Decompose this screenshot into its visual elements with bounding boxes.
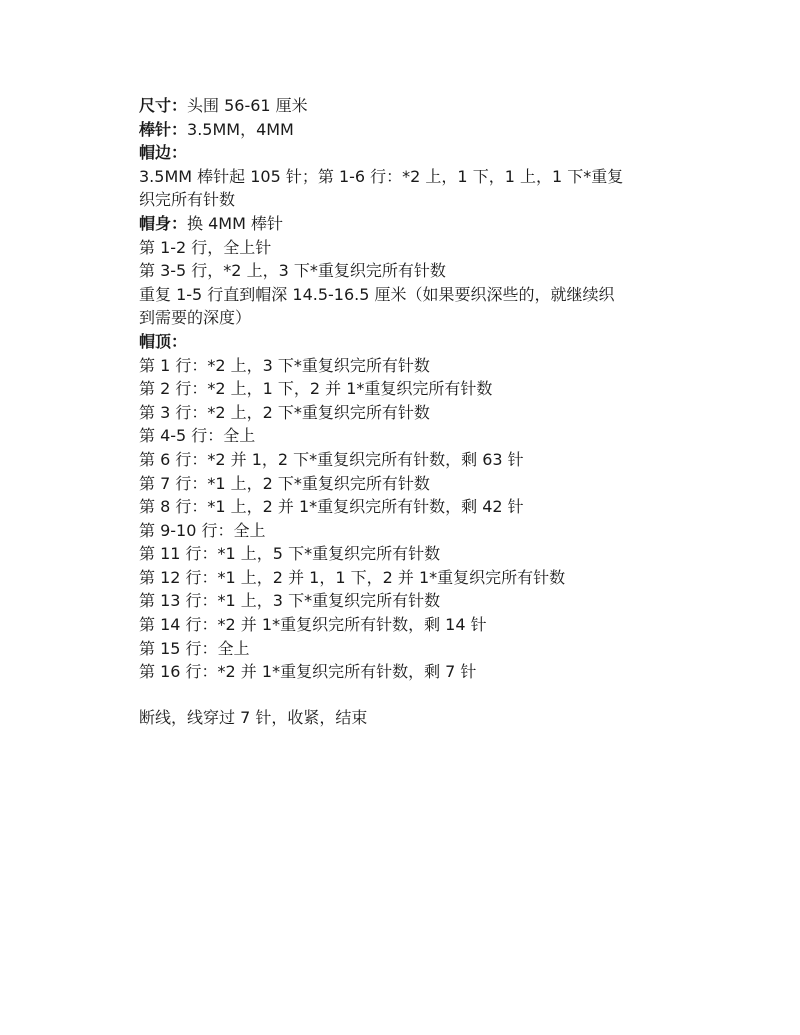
needles-line (139, 118, 679, 142)
crown-row-7: 第 8 行：*1 上，2 并 1*重复织完所有针数，剩 42 针 (139, 497, 524, 517)
body-row-1: 第 1-2 行，全上针 (139, 237, 272, 257)
crown-row-3: 第 3 行：*2 上，2 下*重复织完所有针数 (139, 402, 430, 422)
body-repeat-line-1: 重复 1-5 行直到帽深 14.5-16.5 厘米（如果要织深些的，就继续织 (139, 284, 615, 304)
crown-row-2: 第 2 行：*2 上，1 下，2 并 1*重复织完所有针数 (139, 379, 493, 399)
crown-row-11: 第 13 行：*1 上，3 下*重复织完所有针数 (139, 591, 441, 611)
size-line (139, 94, 679, 118)
crown-heading: 帽顶： (139, 331, 188, 351)
size-value: 头围 56-61 厘米 (187, 96, 308, 115)
body-line (139, 212, 679, 236)
crown-row-8: 第 9-10 行：全上 (139, 520, 266, 540)
body-repeat-line-2: 到需要的深度） (139, 308, 252, 328)
size-label: 尺寸： (139, 96, 188, 115)
crown-row-5: 第 6 行：*2 并 1，2 下*重复织完所有针数，剩 63 针 (139, 449, 524, 469)
crown-row-6: 第 7 行：*1 上，2 下*重复织完所有针数 (139, 473, 430, 493)
document-page (139, 94, 679, 729)
finish-line: 断线，线穿过 7 针，收紧，结束 (139, 707, 368, 727)
brim-instruction-line-2: 织完所有针数 (139, 190, 236, 210)
paragraph-gap (139, 684, 679, 706)
needles-value: 3.5MM，4MM (187, 119, 294, 139)
brim-instruction-line-1: 3.5MM 棒针起 105 针；第 1-6 行：*2 上，1 下，1 上，1 下*重复 (139, 166, 624, 186)
crown-row-14: 第 16 行：*2 并 1*重复织完所有针数，剩 7 针 (139, 662, 477, 682)
crown-row-13: 第 15 行：全上 (139, 638, 250, 658)
crown-row-4: 第 4-5 行：全上 (139, 426, 256, 446)
body-row-2: 第 3-5 行，*2 上，3 下*重复织完所有针数 (139, 261, 446, 281)
crown-row-10: 第 12 行：*1 上，2 并 1，1 下，2 并 1*重复织完所有针数 (139, 567, 566, 587)
crown-row-1: 第 1 行：*2 上，3 下*重复织完所有针数 (139, 355, 430, 375)
body-value: 换 4MM 棒针 (187, 213, 283, 233)
body-label: 帽身： (139, 213, 188, 233)
crown-row-9: 第 11 行：*1 上，5 下*重复织完所有针数 (139, 544, 441, 564)
needles-label: 棒针： (139, 119, 188, 139)
crown-row-12: 第 14 行：*2 并 1*重复织完所有针数，剩 14 针 (139, 615, 487, 635)
brim-heading: 帽边： (139, 143, 188, 163)
